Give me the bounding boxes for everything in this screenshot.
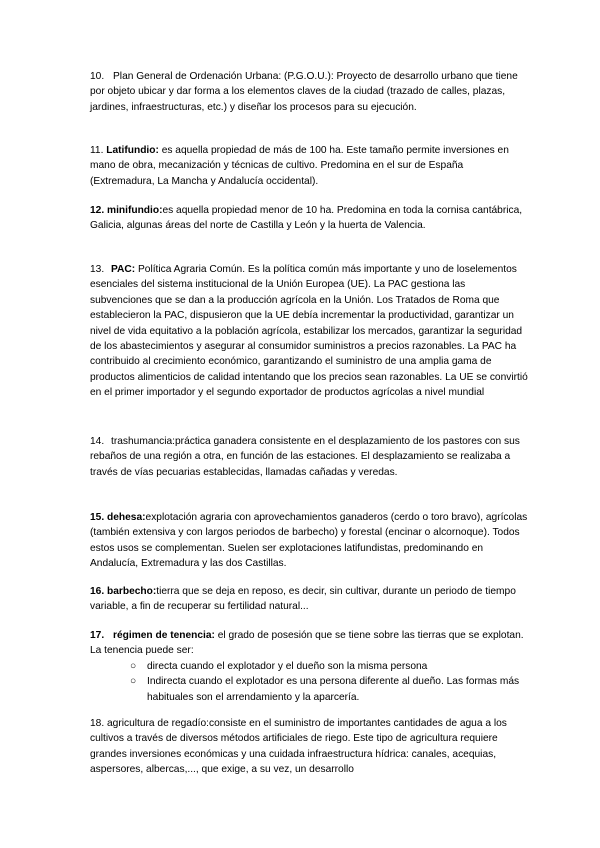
- entry-body: consiste en el suministro de importantes cantidades de agua a los cultivos a través de diversos métodos artificiales de riego. Este tipo de agricultura requiere grandes inversiones económicas y una cuidada infraestructura hídrica: canales, acequias, aspersores, albercas,..., que exige, a su vez, un desarrollo: [90, 718, 507, 776]
- entry-17: [90, 628, 530, 705]
- entry-number: 14.: [90, 436, 105, 447]
- entry-body: es aquella propiedad de más de 100 ha. Este tamaño permite inversiones en mano de obra, mecanización y técnicas de cultivo. Predomina en el sur de España (Extremadura, La Mancha y Andalucía occidental).: [90, 145, 509, 187]
- entry-number: 17.: [90, 630, 105, 641]
- entry-12: [90, 203, 530, 234]
- entry-term: agricultura de regadío:: [107, 718, 209, 729]
- entry-term: trashumancia:: [111, 436, 176, 447]
- entry-number: 16.: [90, 586, 105, 597]
- entry-term: régimen de tenencia:: [113, 630, 215, 641]
- entry-11: [90, 143, 530, 189]
- sub-list-item: [90, 674, 530, 705]
- entry-number: 15.: [90, 512, 105, 523]
- entry-body: el grado de posesión que se tiene sobre las tierras que se explotan. La tenencia puede ser:: [90, 630, 524, 657]
- entry-body: tierra que se deja en reposo, es decir, sin cultivar, durante un periodo de tiempo variable, a fin de recuperar su fertilidad natural...: [90, 586, 516, 613]
- entry-body: Proyecto de desarrollo urbano que tiene por objeto ubicar y dar forma a los elementos claves de la ciudad (trazado de calles, plazas, jardines, infraestructuras, etc.) y diseñar los procesos para su ejecución.: [90, 71, 518, 113]
- entry-15: [90, 510, 530, 572]
- entry-10: [90, 69, 530, 115]
- entry-term: dehesa:: [107, 512, 146, 523]
- entry-number: 12.: [90, 205, 105, 216]
- entry-18: [90, 716, 530, 778]
- entry-term: PAC:: [111, 264, 136, 275]
- entry-term: Plan General de Ordenación Urbana: (P.G.O.U.):: [113, 71, 334, 82]
- entry-16: [90, 584, 530, 615]
- entry-number: 10.: [90, 71, 105, 82]
- entry-number: 11.: [90, 145, 104, 156]
- entry-body: es aquella propiedad menor de 10 ha. Predomina en toda la cornisa cantábrica, Galicia, algunas áreas del norte de Castilla y León y la huerta de Valencia.: [90, 205, 523, 232]
- entry-term: minifundio:: [107, 205, 163, 216]
- entry-term: barbecho:: [107, 586, 157, 597]
- circle-bullet-icon: ○: [130, 660, 137, 672]
- entry-number: 13.: [90, 264, 105, 275]
- circle-bullet-icon: ○: [130, 676, 137, 688]
- sub-item-text: directa cuando el explotador y el dueño son la misma persona: [147, 660, 428, 672]
- entry-13: [90, 262, 530, 401]
- entry-body: explotación agraria con aprovechamientos ganaderos (cerdo o toro bravo), agrícolas (también extensiva y con largos periodos de barbecho) y forestal (encinar o alcornoque). Todos estos usos se complementan. Suelen ser explotaciones latifundistas, predominando en Andalucía, Extremadura y las dos Castillas.: [90, 512, 528, 570]
- sub-list-item: [90, 659, 530, 674]
- entry-term: Latifundio:: [106, 145, 159, 156]
- entry-14: [90, 434, 530, 480]
- entry-body: Política Agraria Común. Es la política común más importante y uno de loselementos esenciales del sistema institucional de la Unión Europea (UE). La PAC gestiona las subvenciones que se dan a la producción agrícola en la Unión. Los Tratados de Roma que establecieron la PAC, dispusieron que la UE debía incrementar la productividad, garantizar un nivel de vida equitativo a la población agrícola, estabilizar los mercados, garantizar la seguridad de los abastecimientos y asegurar al consumidor suministros a precios razonables. La PAC ha contribuido al crecimiento económico, garantizando el suministro de una amplia gama de productos alimenticios de calidad intentando que los precios sean razonables. La UE se convirtió en el primer importador y el segundo exportador de productos agrícolas a nivel mundial: [90, 264, 528, 399]
- entry-number: 18.: [90, 718, 105, 729]
- tenure-sublist: [90, 659, 530, 705]
- entry-body: práctica ganadera consistente en el desplazamiento de los pastores con sus rebaños de una región a otra, en función de las estaciones. El desplazamiento se realizaba a través de vías pecuarias establecidas, llamadas cañadas y veredas.: [90, 436, 520, 478]
- sub-item-text: Indirecta cuando el explotador es una persona diferente al dueño. Las formas más habituales son el arrendamiento y la aparcería.: [147, 676, 520, 703]
